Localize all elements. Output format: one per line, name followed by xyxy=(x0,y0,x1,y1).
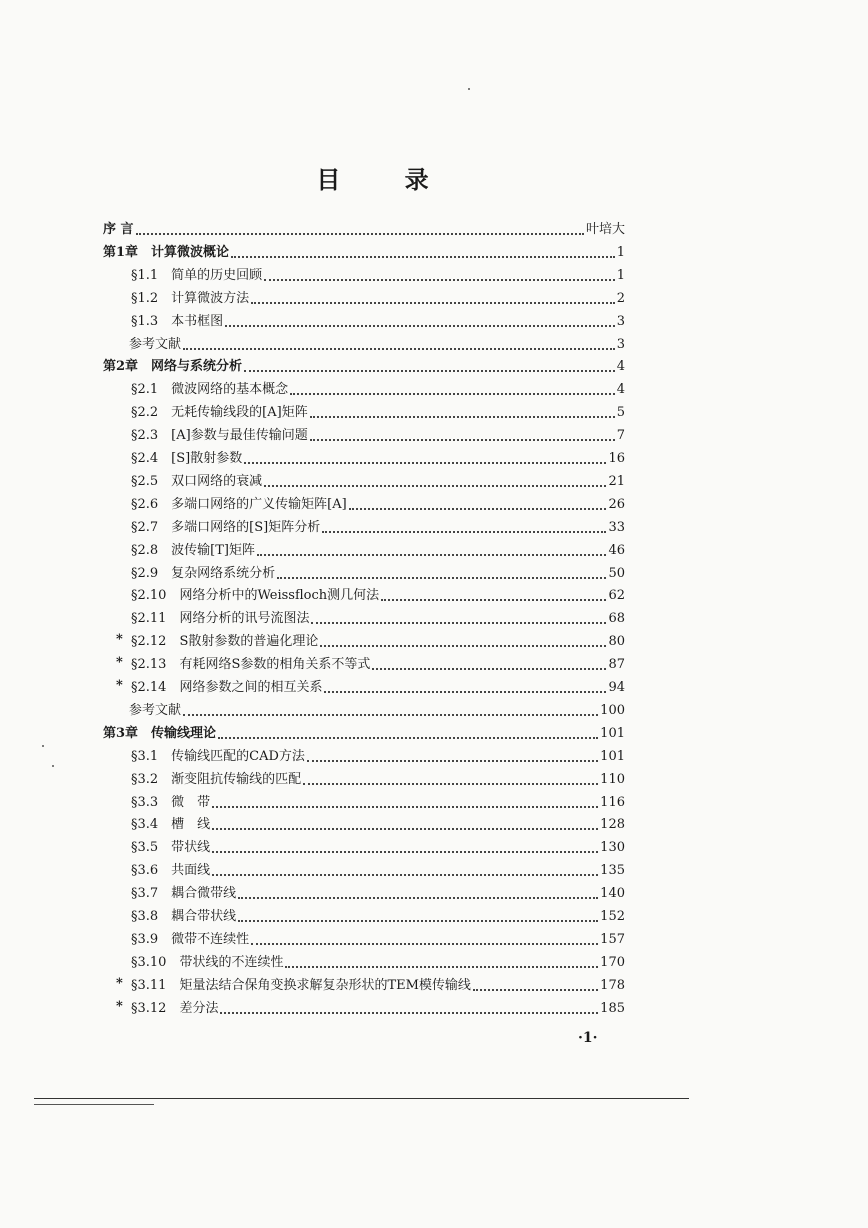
toc-entry xyxy=(131,422,625,444)
toc-entry-page: 3 xyxy=(616,313,625,329)
toc-entry-page: 21 xyxy=(608,473,625,489)
dot-leader xyxy=(381,597,606,601)
toc-entry-page: 140 xyxy=(600,886,625,902)
toc-entry-page: 157 xyxy=(600,931,625,947)
dot-leader xyxy=(277,575,606,579)
toc-entry-page: 152 xyxy=(600,909,625,924)
dot-leader xyxy=(231,254,615,258)
toc-entry-title: 参考文献 xyxy=(129,702,182,718)
dot-leader xyxy=(244,368,615,372)
toc-entry-title: 第2章 网络与系统分析 xyxy=(103,359,243,375)
toc-entry-page: 101 xyxy=(600,725,625,741)
toc-entry-title: §2.3 [A]参数与最佳传输问题 xyxy=(131,428,308,444)
toc-entry-title: 序 言 xyxy=(103,222,134,237)
toc-entry-page: 62 xyxy=(608,588,625,604)
optional-section-mark: * xyxy=(116,678,123,693)
page-title: 目 录 xyxy=(316,165,457,194)
toc-entry-title: §3.4 槽 线 xyxy=(131,817,211,833)
toc-entry xyxy=(131,582,625,604)
toc-entry xyxy=(131,857,625,879)
toc-entry-title: §1.3 本书框图 xyxy=(131,313,224,329)
toc-entry-page: 1 xyxy=(616,244,625,260)
toc-entry-title: §1.2 计算微波方法 xyxy=(131,290,250,306)
toc-entry xyxy=(131,376,625,398)
toc-entry-page: 101 xyxy=(600,748,625,764)
toc-entry-page: 4 xyxy=(616,382,625,398)
dot-leader xyxy=(264,483,606,487)
toc-entry xyxy=(131,560,625,582)
dot-leader xyxy=(257,552,606,556)
toc-entry xyxy=(103,353,625,375)
dot-leader xyxy=(349,506,607,510)
toc-entry-title: §2.7 多端口网络的[S]矩阵分析 xyxy=(131,519,321,535)
toc-entry-title: §3.8 耦合带状线 xyxy=(131,909,237,924)
scan-speck xyxy=(468,88,470,90)
toc-entry xyxy=(116,995,625,1017)
toc-entry-page: 16 xyxy=(608,451,625,466)
toc-entry-page: 80 xyxy=(608,634,625,650)
page-number: ·1· xyxy=(578,1030,598,1046)
toc-entry-title: 第1章 计算微波概论 xyxy=(103,244,230,260)
toc-entry xyxy=(116,651,625,673)
toc-entry-title: §3.7 耦合微带线 xyxy=(131,886,237,902)
scan-speck xyxy=(52,765,54,767)
toc-entry xyxy=(116,972,625,994)
dot-leader xyxy=(285,964,598,968)
toc-entry xyxy=(131,285,625,307)
dot-leader xyxy=(310,437,615,441)
toc-entry-page: 130 xyxy=(600,840,625,856)
toc-entry xyxy=(131,789,625,811)
scan-speck xyxy=(42,745,44,747)
toc-entry-title: §3.11 矩量法结合保角变换求解复杂形状的TEM模传输线 xyxy=(131,977,471,993)
dot-leader xyxy=(218,735,598,739)
dot-leader xyxy=(473,987,598,991)
dot-leader xyxy=(322,529,606,533)
toc-entry-page: 185 xyxy=(600,1000,625,1016)
dot-leader xyxy=(212,804,598,808)
toc-entry xyxy=(131,514,625,536)
toc-entry xyxy=(131,605,625,627)
toc-entry xyxy=(116,674,625,696)
toc-entry-page: 46 xyxy=(608,542,625,558)
toc-entry xyxy=(131,811,625,833)
toc-entry-page: 100 xyxy=(600,702,625,718)
toc-entry-title: §3.1 传输线匹配的CAD方法 xyxy=(131,748,305,764)
toc-entry xyxy=(131,308,625,330)
toc-entry-title: §3.9 微带不连续性 xyxy=(131,931,250,947)
toc-entry-page: 2 xyxy=(616,290,625,306)
dot-leader xyxy=(311,620,606,624)
toc-entry xyxy=(131,445,625,467)
dot-leader xyxy=(320,643,606,647)
toc-entry-page: 87 xyxy=(608,657,625,673)
toc-entry-page: 128 xyxy=(600,817,625,833)
toc-entry xyxy=(131,491,625,513)
toc-entry-title: §2.12 S散射参数的普遍化理论 xyxy=(131,634,319,650)
dot-leader xyxy=(264,277,615,281)
toc-entry xyxy=(103,239,625,261)
toc-entry-title: 第3章 传输线理论 xyxy=(103,725,217,741)
toc-entry-title: §2.14 网络参数之间的相互关系 xyxy=(131,680,323,695)
dot-leader xyxy=(310,414,615,418)
toc-entry-page: 170 xyxy=(600,954,625,970)
toc-entry-page: 4 xyxy=(616,359,625,375)
dot-leader xyxy=(238,918,598,922)
toc-entry-page: 叶培大 xyxy=(585,222,625,237)
toc-entry-page: 7 xyxy=(616,428,625,444)
dot-leader xyxy=(220,1010,598,1014)
toc-entry-title: §3.6 共面线 xyxy=(131,863,211,879)
toc-entry-page: 33 xyxy=(608,519,625,535)
dot-leader xyxy=(324,689,606,693)
toc-entry-page: 1 xyxy=(616,267,625,283)
toc-entry-page: 110 xyxy=(600,771,625,787)
optional-section-mark: * xyxy=(116,998,123,1014)
toc-entry-title: §2.10 网络分析中的Weissfloch测几何法 xyxy=(131,588,380,604)
optional-section-mark: * xyxy=(116,975,123,991)
toc-entry-title: §3.5 带状线 xyxy=(131,840,211,856)
toc-entry-title: §2.13 有耗网络S参数的相角关系不等式 xyxy=(131,657,371,673)
toc-entry-title: §2.6 多端口网络的广义传输矩阵[A] xyxy=(131,496,347,512)
dot-leader xyxy=(303,781,598,785)
toc-entry-title: §2.5 双口网络的衰减 xyxy=(131,473,263,489)
toc-entry-title: §3.12 差分法 xyxy=(131,1000,219,1016)
dot-leader xyxy=(212,826,598,830)
toc-entry xyxy=(131,949,625,971)
toc-entry-title: §1.1 简单的历史回顾 xyxy=(131,267,263,283)
toc-entry-title: §3.10 带状线的不连续性 xyxy=(131,954,284,970)
dot-leader xyxy=(136,231,584,235)
dot-leader xyxy=(244,460,606,464)
toc-entry-page: 26 xyxy=(608,496,625,512)
toc-entry xyxy=(129,697,625,719)
toc-entry-page: 68 xyxy=(608,611,625,627)
toc-entry-title: §2.1 微波网络的基本概念 xyxy=(131,382,289,398)
toc-entry-title: 参考文献 xyxy=(129,336,182,352)
toc-entry xyxy=(131,743,625,765)
toc-entry xyxy=(103,720,625,742)
toc-entry xyxy=(129,331,625,353)
toc-entry-page: 94 xyxy=(608,680,625,695)
dot-leader xyxy=(238,895,598,899)
optional-section-mark: * xyxy=(116,655,123,671)
toc-entry xyxy=(116,628,625,650)
bottom-rule-short xyxy=(34,1104,154,1105)
toc-entry-page: 50 xyxy=(608,565,625,581)
toc-entry xyxy=(131,834,625,856)
toc-entry-title: §2.11 网络分析的讯号流图法 xyxy=(131,611,310,627)
dot-leader xyxy=(212,849,598,853)
toc-entry-title: §2.2 无耗传输线段的[A]矩阵 xyxy=(131,405,308,421)
bottom-rule xyxy=(34,1098,689,1099)
toc-entry-page: 5 xyxy=(616,405,625,421)
optional-section-mark: * xyxy=(116,632,123,648)
dot-leader xyxy=(212,872,598,876)
dot-leader xyxy=(251,941,598,945)
toc-entry-title: §2.8 波传输[T]矩阵 xyxy=(131,542,255,558)
toc-entry xyxy=(131,468,625,490)
toc-entry xyxy=(131,766,625,788)
toc-entry xyxy=(131,399,625,421)
toc-entry xyxy=(131,880,625,902)
toc-entry xyxy=(103,216,625,238)
toc-entry xyxy=(131,537,625,559)
dot-leader xyxy=(251,300,615,304)
toc-entry-page: 116 xyxy=(600,794,625,810)
dot-leader xyxy=(183,712,598,716)
toc-entry xyxy=(131,903,625,925)
dot-leader xyxy=(307,758,598,762)
dot-leader xyxy=(372,666,606,670)
toc-entry-page: 135 xyxy=(600,863,625,879)
toc-entry-title: §2.9 复杂网络系统分析 xyxy=(131,565,276,581)
toc-entry-page: 178 xyxy=(600,977,625,993)
toc-entry-title: §2.4 [S]散射参数 xyxy=(131,451,243,466)
toc-entry xyxy=(131,262,625,284)
dot-leader xyxy=(290,391,615,395)
toc-entry-title: §3.3 微 带 xyxy=(131,794,211,810)
toc-entry-page: 3 xyxy=(616,336,625,352)
dot-leader xyxy=(225,323,615,327)
toc-entry-title: §3.2 渐变阻抗传输线的匹配 xyxy=(131,771,302,787)
dot-leader xyxy=(183,346,615,350)
toc-entry xyxy=(131,926,625,948)
